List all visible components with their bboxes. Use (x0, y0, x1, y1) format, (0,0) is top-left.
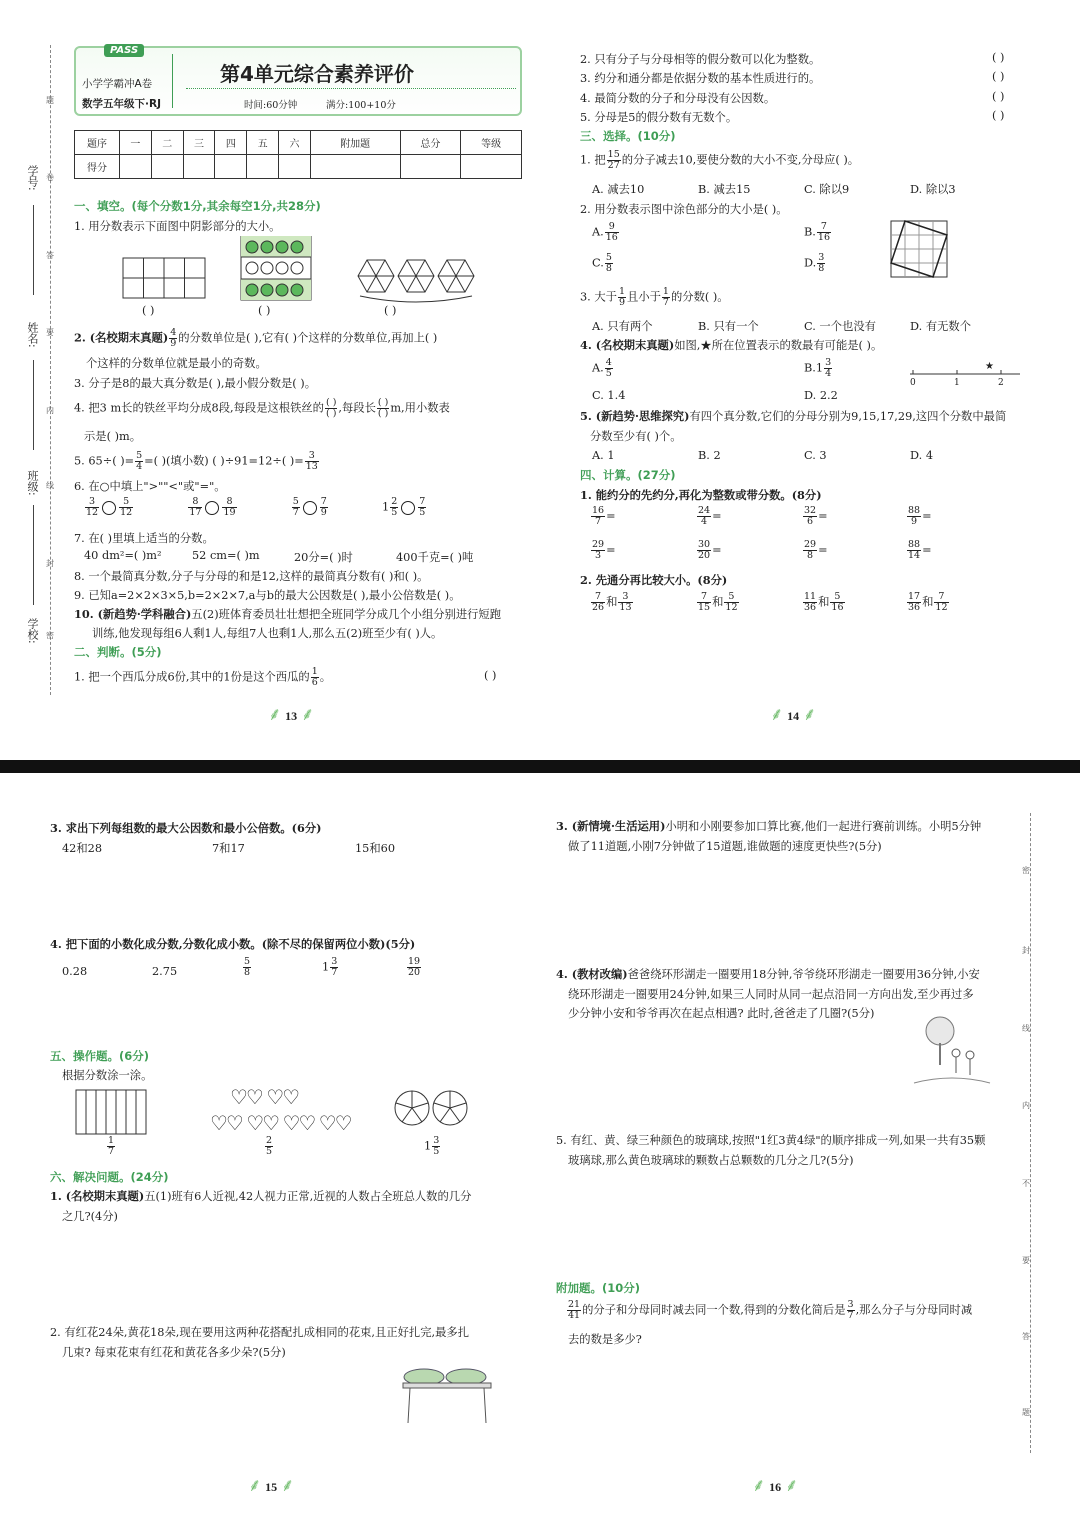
problem-5-cont: 玻璃球,那么黄色玻璃球的颗数占总颗数的几分之几?(5分) (568, 1154, 854, 1167)
hexagon-figure (358, 260, 474, 302)
extra-question-cont: 去的数是多少? (568, 1333, 642, 1346)
binding-dashed-line (1030, 813, 1031, 1453)
side-mark: 密 (1022, 866, 1030, 875)
side-mark: 封 (46, 559, 54, 568)
q1-answer-blank[interactable]: ( ) (142, 304, 155, 317)
leaf-icon: ⸙ (752, 1475, 766, 1496)
calc-fraction: $\frac{88}{9}$ = (908, 505, 932, 527)
pass-logo: PASS (104, 44, 144, 57)
exam-time: 时间:60分钟 (244, 100, 298, 111)
hearts-row[interactable]: ♡♡ ♡♡ (230, 1085, 299, 1109)
leaf-icon: ⸙ (770, 704, 784, 725)
table-header: 总分 (400, 131, 461, 155)
shaded-square-figure (890, 220, 950, 280)
q7: 7. 在( )里填上适当的分数。 (74, 532, 214, 545)
choice-3: 3. 大于 $\frac{1}{9}$ 且小于 $\frac{1}{7}$ 的分数( )。 (580, 286, 729, 308)
judge-1-paren[interactable]: ( ) (484, 669, 497, 682)
side-mark: 题 (46, 96, 54, 105)
binding-name-line (33, 360, 34, 450)
q1-text: 1. 用分数表示下面图中阴影部分的大小。 (74, 220, 281, 233)
judge-5: 5. 分母是5的假分数有无数个。 (580, 111, 738, 124)
binding-id-line (33, 205, 34, 295)
operate-instruction: 根据分数涂一涂。 (62, 1069, 153, 1082)
convert-item: $\frac{5}{8}$ (244, 956, 251, 978)
hearts-row[interactable]: ♡♡ ♡♡ ♡♡ ♡♡ (210, 1111, 351, 1135)
score-cell[interactable] (120, 155, 152, 179)
choice-option[interactable]: A. 只有两个 (592, 320, 653, 333)
number-line-tick: 1 (954, 378, 960, 388)
problem-1-cont: 之几?(4分) (62, 1210, 118, 1223)
choice-option[interactable]: B. 2 (698, 449, 721, 462)
q4-cont: 示是( )m。 (84, 430, 142, 443)
side-mark: 题 (1022, 1408, 1030, 1417)
judge-2: 2. 只有分子与分母相等的假分数可以化为整数。 (580, 53, 821, 66)
problem-3: 3. (新情境·生活运用)小明和小刚要参加口算比赛,他们一起进行赛前训练。小明5分钟 (556, 819, 982, 833)
choice-option[interactable]: A. 减去10 (592, 183, 645, 196)
convert-item: 2.75 (152, 965, 178, 978)
number-line-tick: 2 (998, 378, 1004, 388)
q1-answer-blank[interactable]: ( ) (258, 304, 271, 317)
score-cell[interactable] (279, 155, 311, 179)
number-line (905, 362, 1025, 392)
binding-student-id: 学号: (26, 165, 39, 191)
calc-fraction: $\frac{29}{3}$ = (592, 539, 616, 561)
q2: 2. (名校期末真题) $\frac{4}{9}$ 的分数单位是( ),它有( )个这样的分数单位,再加上( ) (74, 327, 438, 349)
grid-rectangle-figure (123, 258, 205, 298)
leaf-icon: ⸙ (268, 704, 282, 725)
calc-fraction: $\frac{32}{6}$ = (804, 505, 828, 527)
section-judge-title: 二、判断。(5分) (74, 645, 162, 659)
leaf-icon: ⸙ (280, 1475, 295, 1496)
judge-paren[interactable]: ( ) (992, 90, 1005, 103)
q6: 6. 在○中填上">""<"或"="。 (74, 480, 226, 493)
score-cell[interactable] (215, 155, 247, 179)
gcd-item: 42和28 (62, 842, 103, 855)
calc-fraction: $\frac{16}{7}$ = (592, 505, 616, 527)
calc-4-title: 4. 把下面的小数化成分数,分数化成小数。(除不尽的保留两位小数)(5分) (50, 937, 416, 951)
choice-option[interactable]: B. $\frac{7}{16}$ (804, 221, 830, 243)
side-mark: 要 (1022, 1256, 1030, 1265)
section-operate-title: 五、操作题。(6分) (50, 1049, 150, 1063)
score-cell[interactable] (183, 155, 215, 179)
gcd-item: 15和60 (355, 842, 396, 855)
leaf-icon: ⸙ (802, 704, 817, 725)
side-mark: 不 (1022, 1179, 1030, 1188)
calc-2-title: 2. 先通分再比较大小。(8分) (580, 573, 728, 587)
convert-item: 0.28 (62, 965, 88, 978)
choice-option[interactable]: C. 一个也没有 (804, 320, 876, 333)
section-choice-title: 三、选择。(10分) (580, 129, 676, 143)
calc-1-title: 1. 能约分的先约分,再化为整数或带分数。(8分) (580, 488, 822, 502)
choice-4: 4. (名校期末真题)如图,★所在位置表示的数最有可能是( )。 (580, 338, 883, 352)
section-calc-title: 四、计算。(27分) (580, 468, 676, 482)
score-row-label: 得分 (75, 155, 120, 179)
score-cell[interactable] (151, 155, 183, 179)
problem-2: 2. 有红花24朵,黄花18朵,现在要用这两种花搭配扎成相同的花束,且正好扎完,最多扎 (50, 1326, 469, 1339)
problem-1: 1. (名校期末真题)五(1)班有6人近视,42人视力正常,近视的人数占全班总人数的几分 (50, 1189, 472, 1203)
side-mark: 线 (46, 481, 54, 490)
bottom-sheet (0, 773, 1080, 1533)
table-header: 四 (215, 131, 247, 155)
binding-name: 姓名: (26, 322, 39, 348)
judge-1: 1. 把一个西瓜分成6份,其中的1份是这个西瓜的 $\frac{1}{6}$ 。 (74, 666, 332, 688)
choice-2: 2. 用分数表示图中涂色部分的大小是( )。 (580, 203, 788, 216)
table-header: 五 (247, 131, 279, 155)
choice-option[interactable]: C. 除以9 (804, 183, 850, 196)
q6-compare: $\frac{3}{12}$ $\frac{5}{12}$ $\frac{8}{17}$ $\frac{8}{19}$ $\frac{5}{7}$ $\frac{7}{9}$ 1 $\frac{2}{5}$ $\frac{7}{5}$ (86, 496, 426, 518)
choice-option[interactable]: A. $\frac{9}{16}$ (592, 221, 618, 243)
score-cell[interactable] (247, 155, 279, 179)
choice-option[interactable]: D. 有无数个 (910, 320, 972, 333)
choice-option[interactable]: D. $\frac{3}{8}$ (804, 252, 825, 274)
choice-option[interactable]: C. $\frac{5}{8}$ (592, 252, 612, 274)
binding-class: 班级: (26, 470, 39, 496)
q1-figures (120, 236, 510, 316)
compare-circle[interactable] (401, 501, 415, 515)
table-header: 三 (183, 131, 215, 155)
convert-item: $\frac{19}{20}$ (408, 956, 421, 978)
lake-walk-illustration (912, 1013, 992, 1093)
grade-label: 数学五年级下·RJ (82, 98, 161, 110)
compare-pair: $\frac{7}{26}$ 和 $\frac{3}{13}$ (592, 591, 632, 613)
q8: 8. 一个最简真分数,分子与分母的和是12,这样的最简真分数有( )和( )。 (74, 570, 429, 583)
choice-option[interactable]: D. 除以3 (910, 183, 956, 196)
series-name: 小学学霸冲A卷 (82, 78, 153, 90)
table-header: 一 (120, 131, 152, 155)
choice-option[interactable]: D. 4 (910, 449, 934, 462)
page-number-16: ⸙ 16 ⸙ (752, 1475, 799, 1496)
apple-figure (241, 236, 311, 300)
leaf-icon: ⸙ (300, 704, 315, 725)
q3: 3. 分子是8的最大真分数是( ),最小假分数是( )。 (74, 377, 317, 390)
judge-3: 3. 约分和通分都是依据分数的基本性质进行的。 (580, 72, 821, 85)
judge-4: 4. 最简分数的分子和分母没有公因数。 (580, 92, 776, 105)
calc-fraction: $\frac{88}{14}$ = (908, 539, 932, 561)
choice-option[interactable]: A. $\frac{4}{5}$ (592, 357, 612, 379)
problem-5: 5. 有红、黄、绿三种颜色的玻璃球,按照"1红3黄4绿"的顺序排成一列,如果一共有35颗 (556, 1134, 986, 1147)
q5: 5. 65÷( )= $\frac{5}{4}$ =( )(填小数) ( )÷91=12÷( )= $\frac{3}{13}$ (74, 450, 318, 472)
q7-item: 400千克=( )吨 (396, 551, 474, 564)
q9: 9. 已知a=2×2×3×5,b=2×2×7,a与b的最大公因数是( ),最小公倍数是( )。 (74, 589, 461, 602)
leaf-icon: ⸙ (248, 1475, 262, 1496)
color-rectangle[interactable] (75, 1088, 155, 1138)
leaf-icon: ⸙ (784, 1475, 799, 1496)
top-sheet (0, 0, 1080, 760)
side-mark: 密 (46, 631, 54, 640)
problem-4: 4. (教材改编)爸爸绕环形湖走一圈要用18分钟,爷爷绕环形湖走一圈要用36分钟,小安 (556, 967, 980, 981)
compare-circle[interactable] (303, 501, 317, 515)
gcd-item: 7和17 (212, 842, 245, 855)
choice-option[interactable]: C. 1.4 (592, 389, 626, 402)
q4: 4. 把3 m长的铁丝平均分成8段,每段是这根铁丝的 $\frac{( )}{( )}$ ,每段长 $\frac{( )}{( )}$ m,用小数表 (74, 397, 450, 419)
choice-option[interactable]: C. 3 (804, 449, 827, 462)
choice-1: 1. 把 $\frac{15}{27}$ 的分子减去10,要使分数的大小不变,分母应( )。 (580, 149, 860, 171)
side-mark: 封 (1022, 946, 1030, 955)
table-header: 题序 (75, 131, 120, 155)
side-mark: 要 (46, 328, 54, 337)
q7-item: 52 cm=( )m (192, 549, 260, 562)
calc-fraction: $\frac{24}{4}$ = (698, 505, 722, 527)
problem-3-cont: 做了11道题,小刚7分钟做了15道题,谁做题的速度更快些?(5分) (568, 840, 882, 853)
compare-pair: $\frac{17}{36}$ 和 $\frac{7}{12}$ (908, 591, 948, 613)
section-extra-title: 附加题。(10分) (556, 1281, 641, 1295)
section-solve-title: 六、解决问题。(24分) (50, 1170, 169, 1184)
choice-option[interactable]: A. 1 (592, 449, 615, 462)
binding-dashed-line (50, 45, 51, 695)
choice-5: 5. (新趋势·思维探究)有四个真分数,它们的分母分别为9,15,17,29,这四个分数中最简 (580, 409, 1007, 423)
binding-school: 学校: (26, 618, 39, 644)
q2-cont: 个这样的分数单位就是最小的奇数。 (86, 357, 267, 370)
q1-answer-blank[interactable]: ( ) (384, 304, 397, 317)
choice-option[interactable]: B. 只有一个 (698, 320, 759, 333)
score-cell[interactable] (461, 155, 522, 179)
choice-option[interactable]: D. 2.2 (804, 389, 838, 402)
q7-item: 20分=( )时 (294, 551, 353, 564)
header-dotline (186, 88, 516, 89)
compare-pair: $\frac{7}{15}$ 和 $\frac{5}{12}$ (698, 591, 738, 613)
table-header: 附加题 (310, 131, 400, 155)
calc-fraction: $\frac{30}{20}$ = (698, 539, 722, 561)
page-number-15: ⸙ 15 ⸙ (248, 1475, 295, 1496)
problem-4-cont: 绕环形湖走一圈要用24分钟,如果三人同时从同一起点沿同一方向出发,至少再过多 (568, 988, 974, 1001)
score-cell[interactable] (310, 155, 400, 179)
judge-paren[interactable]: ( ) (992, 70, 1005, 83)
operate-fraction: $\frac{1}{7}$ (108, 1135, 115, 1157)
calc-3-title: 3. 求出下列每组数的最大公因数和最小公倍数。(6分) (50, 821, 322, 835)
compare-circle[interactable] (102, 501, 116, 515)
choice-5-cont: 分数至少有( )个。 (590, 430, 682, 443)
side-mark: 答 (1022, 1332, 1030, 1341)
q10: 10. (新趋势·学科融合)五(2)班体育委员壮壮想把全班同学分成几个小组分别进行短跑 (74, 607, 502, 621)
problem-4-cont: 少分钟小安和爷爷再次在起点相遇? 此时,爸爸走了几圈?(5分) (568, 1007, 875, 1020)
binding-class-line (33, 505, 34, 605)
page-number-14: ⸙ 14 ⸙ (770, 704, 817, 725)
problem-2-cont: 几束? 每束花束有红花和黄花各多少朵?(5分) (62, 1346, 286, 1359)
table-header: 六 (279, 131, 311, 155)
section-fill-title: 一、填空。(每个分数1分,其余每空1分,共28分) (74, 199, 321, 213)
color-circles[interactable] (392, 1088, 472, 1128)
side-mark: 答 (46, 251, 54, 260)
star-icon: ★ (985, 361, 994, 372)
choice-option[interactable]: B. 减去15 (698, 183, 751, 196)
page-separator (0, 760, 1080, 773)
side-mark: 内 (46, 406, 54, 415)
page-number-13: ⸙ 13 ⸙ (268, 704, 315, 725)
side-mark: 内 (1022, 1101, 1030, 1110)
header-divider (172, 54, 173, 108)
judge-paren[interactable]: ( ) (992, 109, 1005, 122)
q10-cont: 训练,他发现每组6人剩1人,每组7人也剩1人,那么五(2)班至少有( )人。 (92, 627, 443, 640)
number-line-tick: 0 (910, 378, 916, 388)
choice-option[interactable]: B.1 $\frac{3}{4}$ (804, 357, 832, 379)
operate-fraction: 1 $\frac{3}{5}$ (424, 1135, 440, 1157)
table-header: 等级 (461, 131, 522, 155)
compare-circle[interactable] (205, 501, 219, 515)
score-table (74, 130, 522, 179)
extra-question: $\frac{21}{41}$ 的分子和分母同时减去同一个数,得到的分数化简后是 $\frac{3}{7}$ ,那么分子与分母同时减 (568, 1299, 973, 1321)
operate-fraction: $\frac{2}{5}$ (266, 1135, 273, 1157)
side-mark: 线 (1022, 1024, 1030, 1033)
convert-item: 1 $\frac{3}{7}$ (322, 956, 338, 978)
calc-fraction: $\frac{29}{8}$ = (804, 539, 828, 561)
q7-item: 40 dm²=( )m² (84, 549, 162, 562)
table-header: 二 (151, 131, 183, 155)
compare-pair: $\frac{11}{36}$ 和 $\frac{5}{16}$ (804, 591, 844, 613)
flower-table-illustration (400, 1365, 495, 1427)
score-cell[interactable] (400, 155, 461, 179)
judge-paren[interactable]: ( ) (992, 51, 1005, 64)
page-title: 第4单元综合素养评价 (220, 62, 414, 86)
full-score: 满分:100+10分 (326, 100, 396, 111)
side-mark: 卷 (46, 173, 54, 182)
